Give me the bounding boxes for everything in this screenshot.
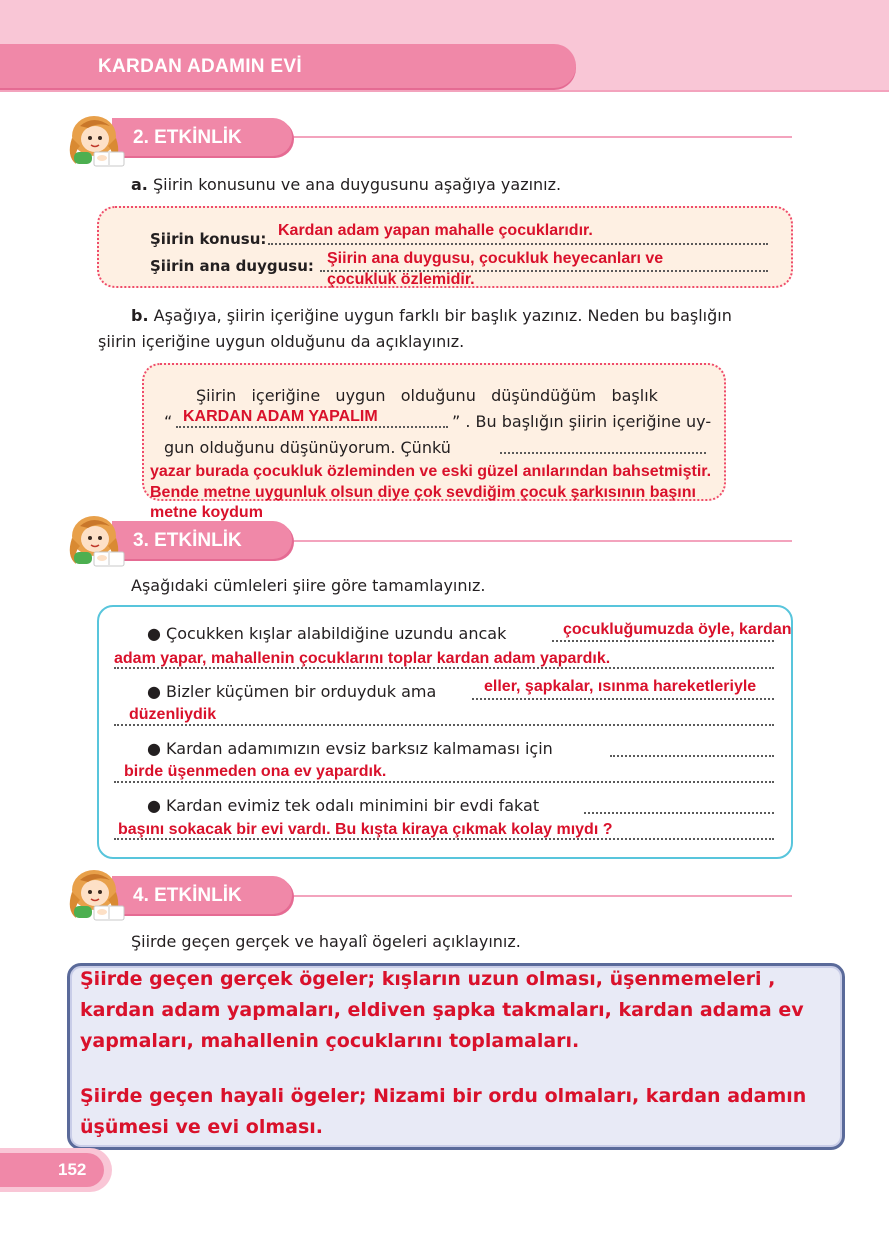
sentence-text: Kardan adamımızın evsiz barksız kalmaması için [166,739,553,758]
sentence-answer[interactable]: birde üşenmeden ona ev yapardık. [124,763,387,780]
title-box-line1: Şiirin içeriğine uygun olduğunu düşündüğüm başlık [196,386,658,405]
sentence-answer[interactable]: eller, şapkalar, ısınma hareketleriyle [484,678,757,695]
list-item: ● Kardan adamımızın evsiz barksız kalmaması için [147,739,553,758]
reason-answer-1[interactable]: yazar burada çocukluk özleminden ve eski güzel anılarından bahsetmiştir. [150,463,712,480]
question-b-text-1: Aşağıya, şiirin içeriğine uygun farklı bir başlık yazınız. Neden bu başlığın [153,306,732,325]
activity4-rule [280,895,792,897]
title-box-line2: ” . Bu başlığın şiirin içeriğine uy- [452,412,712,431]
answer-line [114,838,774,840]
girl-reading-mascot-icon [64,862,126,922]
answer-line [114,724,774,726]
title-box-line3: gun olduğunu düşünüyorum. Çünkü [164,438,451,457]
sentence-text: Bizler küçümen bir orduyduk ama [166,682,437,701]
title-box-open-quote: “ [164,412,173,431]
page-number: 152 [58,1160,87,1179]
activity2-rule [280,136,792,138]
real-line-3: yapmaları, mahallenin çocuklarını toplamaları. [80,1030,580,1052]
question-a-prefix: a. [131,175,148,194]
question-b-text-2: şiirin içeriğine uygun olduğunu da açıklayınız. [98,332,465,351]
answer-line [472,698,774,700]
imaginary-elements-answer[interactable] [80,1081,835,1143]
activity4-title: 4. ETKİNLİK [133,885,242,906]
topic-answer[interactable]: Kardan adam yapan mahalle çocuklarıdır. [278,222,593,239]
question-b-prefix: b. [131,306,149,325]
girl-reading-mascot-icon [64,108,126,168]
real-line-2: kardan adam yapmaları, eldiven şapka takmaları, kardan adama ev [80,999,804,1021]
sentence-answer[interactable]: adam yapar, mahallenin çocuklarını toplar kardan adam yapardık. [114,650,611,667]
real-line-1: Şiirde geçen gerçek ögeler; kışların uzun olması, üşenmemeleri , [80,968,776,990]
sentence-answer[interactable]: başını sokacak bir evi vardı. Bu kışta kiraya çıkmak kolay mıydı ? [118,821,613,838]
reason-answer-3[interactable]: metne koydum [150,504,263,521]
emotion-label: Şiirin ana duygusu: [150,257,314,275]
question-b [131,306,791,325]
activity3-instruction: Aşağıdaki cümleleri şiire göre tamamlayınız. [131,576,486,595]
sentence-answer[interactable]: düzenliydik [129,706,217,723]
reason-answer-2[interactable]: Bende metne uygunluk olsun diye çok sevdiğim çocuk şarkısının başını [150,484,696,501]
answer-line [610,755,774,757]
sentence-answer[interactable]: çocukluğumuzda öyle, kardan [563,621,792,638]
imag-line-1: Şiirde geçen hayali ögeler; Nizami bir ordu olmaları, kardan adamın [80,1085,807,1107]
sentence-text: Kardan evimiz tek odalı minimini bir evdi fakat [166,796,540,815]
emotion-answer-1[interactable]: Şiirin ana duygusu, çocukluk heyecanları ve [327,250,664,267]
activity3-rule [280,540,792,542]
emotion-answer-2[interactable]: çocukluk özlemidir. [327,271,475,288]
reason-answer-line [500,452,706,454]
answer-line [584,812,774,814]
list-item: ● Kardan evimiz tek odalı minimini bir evdi fakat [147,796,540,815]
real-elements-answer[interactable] [80,964,835,1057]
topic-answer-line [268,243,768,245]
topic-label: Şiirin konusu: [150,230,267,248]
activity4-instruction: Şiirde geçen gerçek ve hayalî ögeleri açıklayınız. [131,932,521,951]
answer-line [114,781,774,783]
sentence-text: Çocukken kışlar alabildiğine uzundu ancak [166,624,507,643]
activity3-title: 3. ETKİNLİK [133,530,242,551]
answer-line [114,667,774,669]
page-number-pill [0,1153,104,1187]
activity2-title: 2. ETKİNLİK [133,127,242,148]
title-answer[interactable]: KARDAN ADAM YAPALIM [183,408,378,425]
chapter-title: KARDAN ADAMIN EVİ [98,56,302,77]
question-a [131,175,561,194]
question-a-text: Şiirin konusunu ve ana duygusunu aşağıya yazınız. [152,175,562,194]
list-item: ● Bizler küçümen bir orduyduk ama [147,682,437,701]
answer-line [552,640,774,642]
title-answer-line [176,426,448,428]
girl-reading-mascot-icon [64,508,126,568]
title-reason-box [142,363,726,501]
imag-line-2: üşümesi ve evi olması. [80,1116,323,1138]
list-item: ● Çocukken kışlar alabildiğine uzundu ancak [147,624,507,643]
